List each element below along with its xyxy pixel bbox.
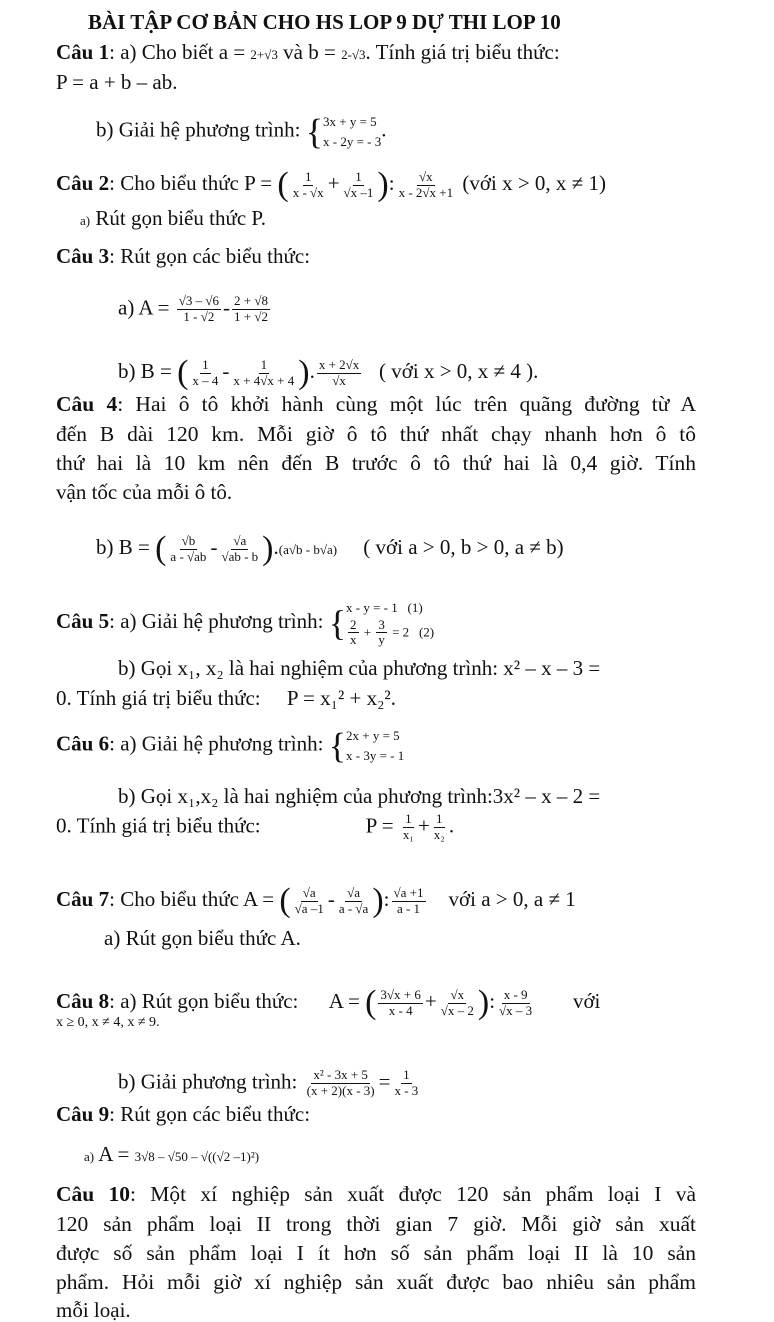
question-8-part-a: Câu 8: a) Rút gọn biểu thức: A = ( $\frac{3√x + 6}{x - 4}$ + $\frac{√x}{√x - 2}$ ): $\frac{x - 9}{√x - 3}$ với [56,984,601,1021]
question-5-part-b-cont: 0. Tính giá trị biểu thức: P = x₁² + x₂². [56,686,396,710]
question-3-part-a: a) A = $\frac{√3 - √6}{1 - √2}$ - $\frac{2 + √8}{1 + √2}$ [118,293,269,324]
page-title: BÀI TẬP CƠ BẢN CHO HS LOP 9 DỰ THI LOP 10 [88,10,561,34]
question-9-label: Câu 9 [56,1102,110,1126]
question-3-label: Câu 3 [56,244,110,268]
question-6-part-a: Câu 6: a) Giải hệ phương trình: { 2x + y = 5 x - 3y = - 1 [56,725,405,766]
question-7-part-a: a) Rút gọn biểu thức A. [104,926,301,950]
question-1-label: Câu 1 [56,40,110,64]
question-1-part-b: b) Giải hệ phương trình: { 3x + y = 5 x - 2y = - 3 . [96,111,387,152]
question-4-line-2: đến B dài 120 km. Mỗi giờ ô tô thứ nhất chạy nhanh hơn ô tô [56,422,696,446]
question-4-label: Câu 4 [56,392,118,416]
question-8-part-b: b) Giải phương trình: $\frac{\text{x² - 3x + 5}}{(x + 2)(x - 3)}$ = $\frac{1}{x - 3}$ [118,1067,419,1098]
question-2-label: Câu 2 [56,170,110,195]
question-7: Câu 7: Cho biểu thức A = ( $\frac{√a}{√a -1}$ - $\frac{√a}{a - √a}$ ): $\frac{√a +1}{a - 1}$ với a > 0, a ≠ 1 [56,882,576,919]
question-4-line-3: thứ hai là 10 km nên đến B trước ô tô thứ hai là 0,4 giờ. Tính [56,451,696,475]
question-9-part-a: a) A = 3√8 – √50 – √((√2 –1)²) [84,1142,260,1166]
question-1-part-a: Câu 1: a) Cho biết a = 2+√3 và b = 2-√3. Tính giá trị biểu thức: [56,40,560,64]
question-8-condition: x ≥ 0, x ≠ 4, x ≠ 9. [56,1015,160,1030]
question-5-label: Câu 5 [56,609,110,633]
question-3: Câu 3: Rút gọn các biểu thức: [56,244,311,268]
question-10-line-3: được số sản phẩm loại I ít hơn số sản phẩm loại II là 10 sản [56,1241,696,1265]
question-6-part-b: b) Gọi x₁,x₂ là hai nghiệm của phương trình:3x² – x – 2 = [118,784,601,808]
question-10-line-2: 120 sản phẩm loại II trong thời gian 7 giờ. Mỗi giờ sản xuất [56,1212,696,1236]
question-5-part-b: b) Gọi x₁, x₂ là hai nghiệm của phương trình: x² – x – 3 = [118,656,601,680]
question-9: Câu 9: Rút gọn các biểu thức: [56,1102,311,1126]
question-4-part-b: b) B = ( $\frac{√b}{a - √ab}$ - $\frac{√a}{√ab - b}$ ).(a√b - b√a) ( với a > 0, b > 0, a ≠ b) [96,530,564,567]
question-5-part-a: Câu 5: a) Giải hệ phương trình: { x - y = - 1 (1) $\frac{2}{x}$ + $\frac{3}{y}$ = 2 (2) [56,600,435,648]
question-4-line-1: Câu 4: Hai ô tô khởi hành cùng một lúc trên quãng đường từ A [56,392,697,416]
system-of-equations-6: 2x + y = 5 x - 3y = - 1 [346,728,405,763]
question-7-label: Câu 7 [56,886,110,911]
question-10-label: Câu 10 [56,1182,131,1206]
question-10-line-5: mỗi loại. [56,1298,131,1322]
system-of-equations-1: 3x + y = 5 x - 2y = - 3 [322,114,382,149]
system-of-equations-5: x - y = - 1 (1) $\frac{2}{x}$ + $\frac{3}{y}$ = 2 (2) [346,600,435,648]
question-10-line-1: Câu 10: Một xí nghiệp sản xuất được 120 sản phẩm loại I và [56,1182,696,1206]
question-4-line-4: vận tốc của mỗi ô tô. [56,480,233,504]
question-2-part-a: a) Rút gọn biểu thức P. [80,206,266,230]
question-3-part-b: b) B = ( $\frac{1}{x - 4}$ - $\frac{1}{x + 4√x + 4}$ ). $\frac{x + 2√x}{√x}$ ( với x > 0, x ≠ 4 ). [118,354,539,391]
question-10-line-4: phẩm. Hỏi mỗi giờ xí nghiệp sản xuất được bao nhiêu sản phẩm [56,1270,696,1294]
question-6-part-b-cont: 0. Tính giá trị biểu thức: P = $\frac{1}{\text{x₁}}$ + $\frac{1}{\text{x₂}}$ . [56,811,455,842]
question-6-label: Câu 6 [56,731,110,756]
question-8-label: Câu 8 [56,988,110,1013]
question-1-expression: P = a + b – ab. [56,70,178,94]
question-2: Câu 2: Cho biểu thức P = ( $\frac{1}{x - √x}$ + $\frac{1}{√x -1}$ ): $\frac{√x}{x - 2√x +1}$ (với x > 0, x ≠ 1) [56,166,606,203]
